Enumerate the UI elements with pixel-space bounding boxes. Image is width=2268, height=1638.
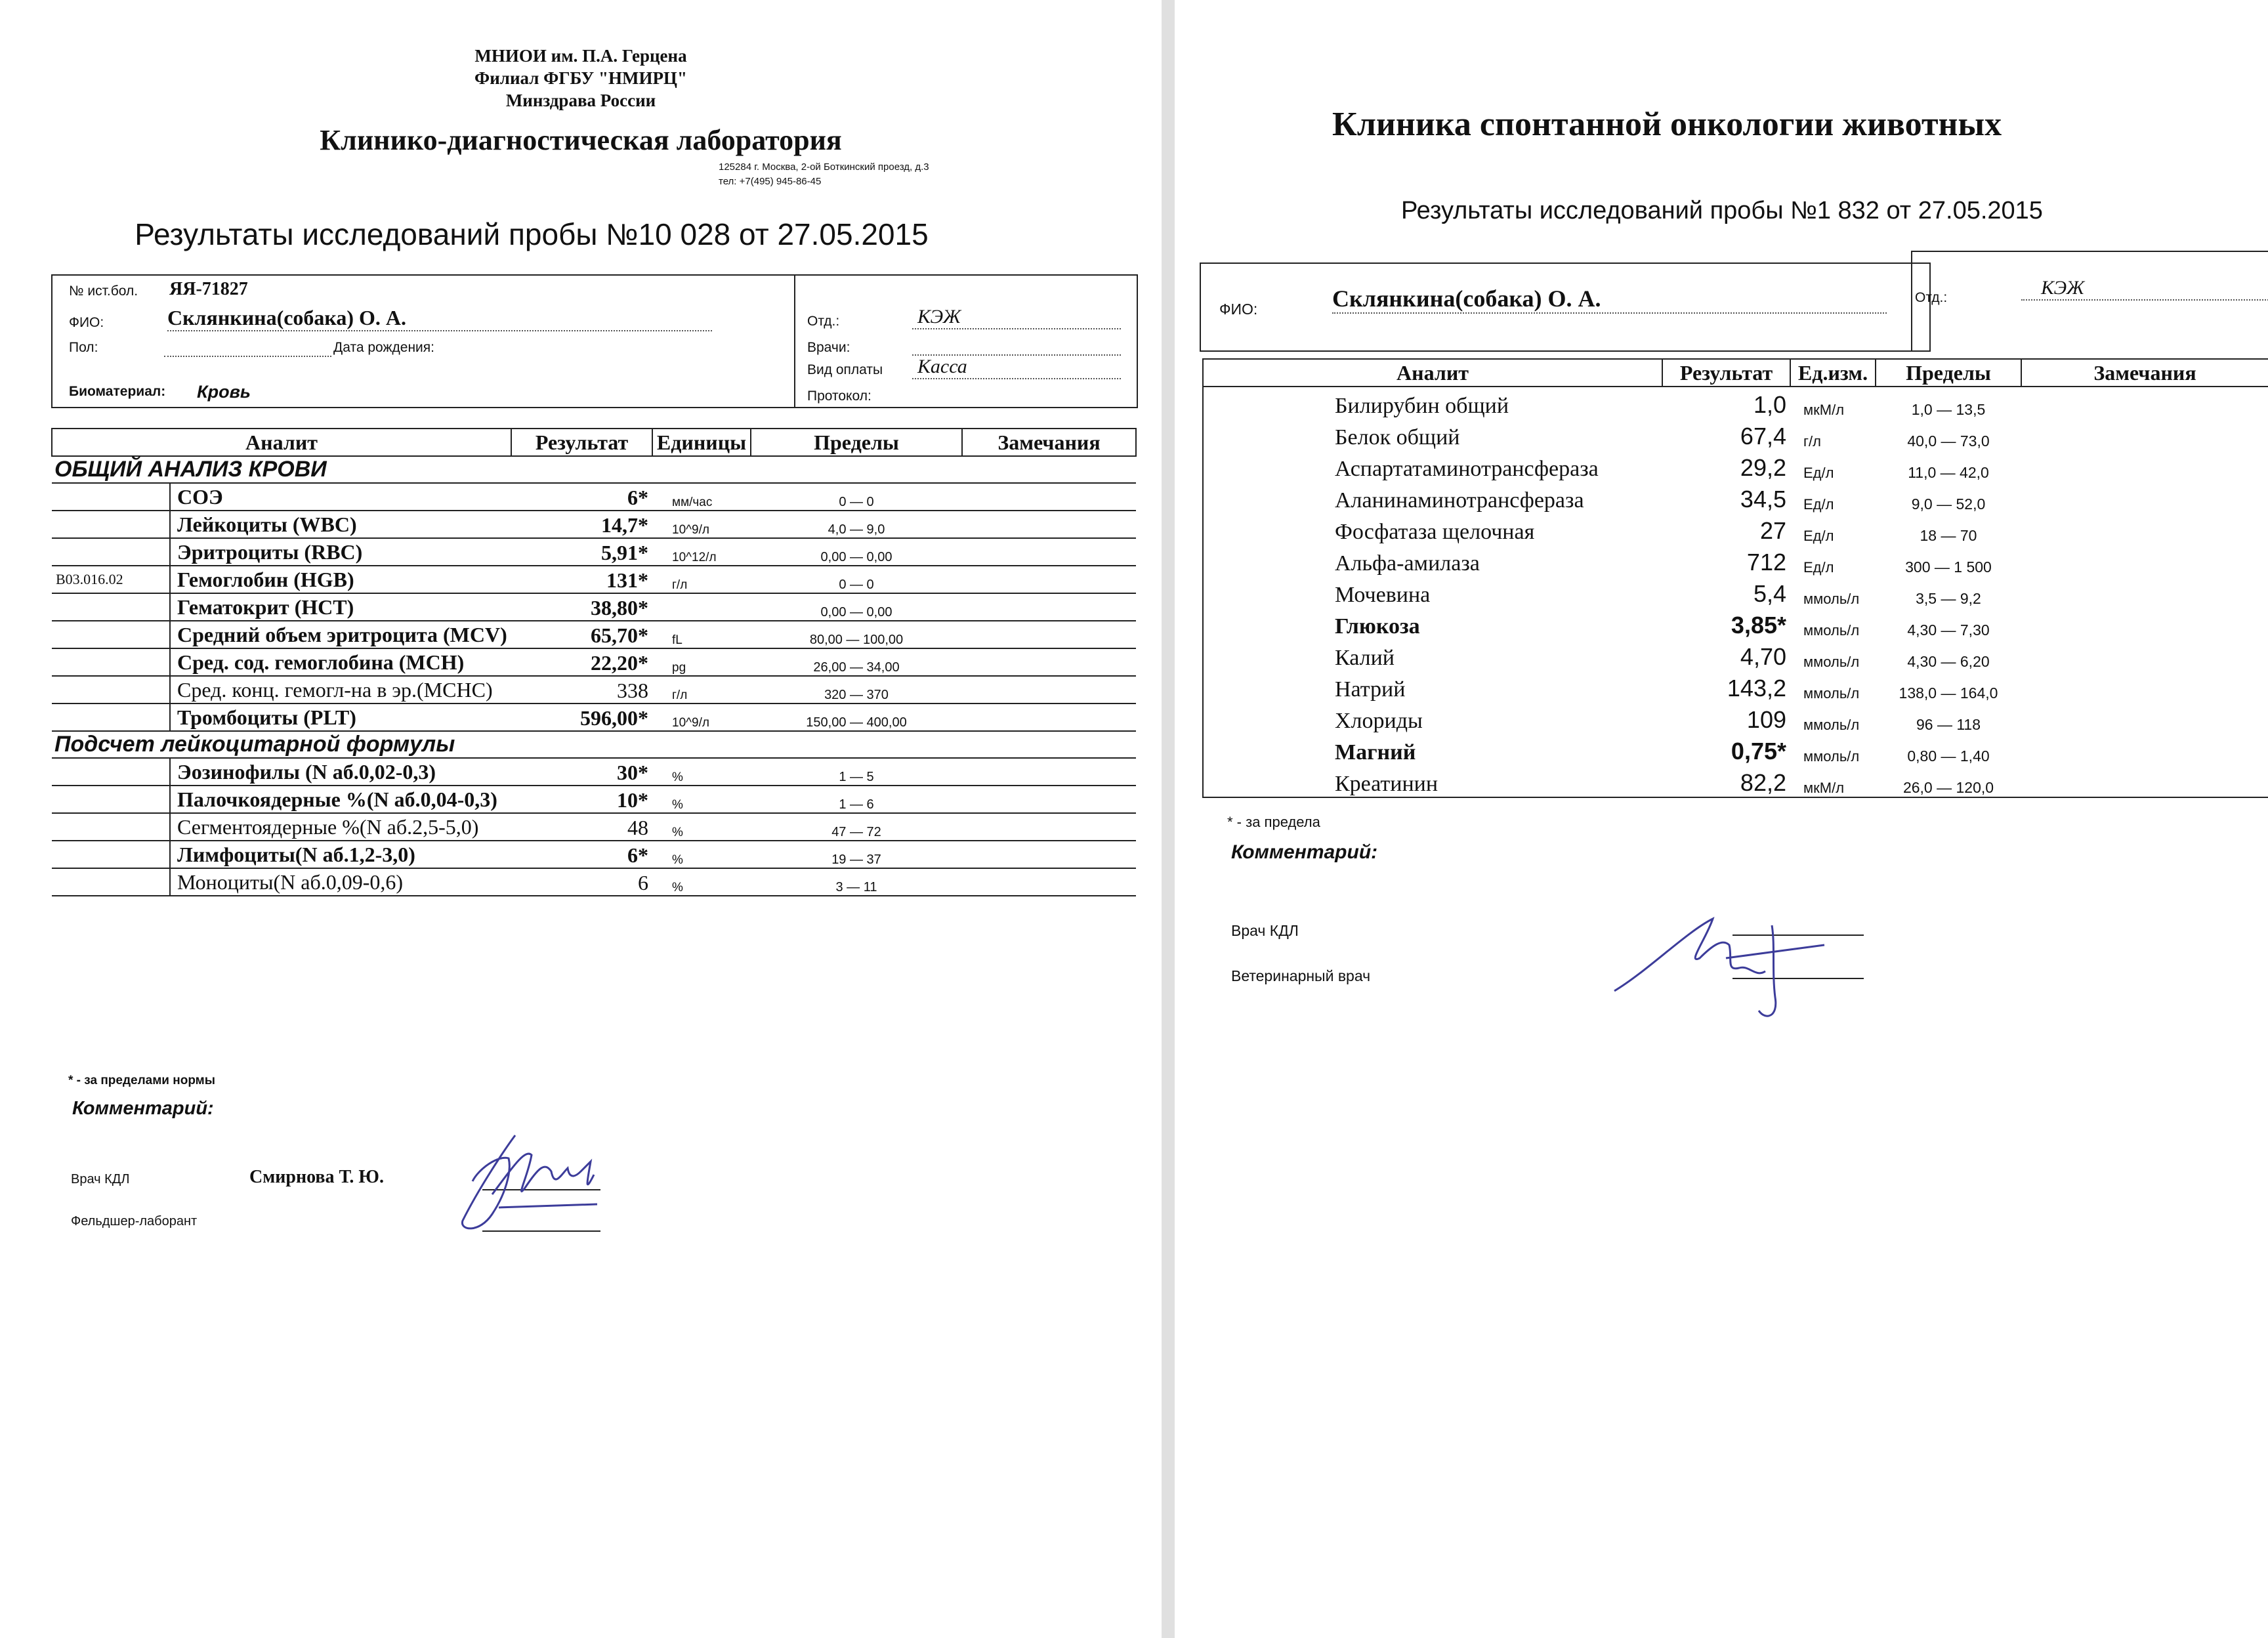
lab-name: Клинико-диагностическая лаборатория (320, 124, 842, 156)
birth-label: Дата рождения: (333, 340, 434, 355)
result-value: 14,7* (601, 513, 648, 537)
remarks-value (2021, 545, 2268, 576)
limits-value: 47 — 72 (831, 825, 881, 839)
analyte-code (52, 758, 170, 786)
limits-value: 19 — 37 (831, 852, 881, 867)
limits-value: 18 — 70 (1920, 527, 1977, 544)
unit-value: мкМ/л (1803, 402, 1845, 418)
result-value: 82,2 (1740, 769, 1786, 796)
limits-value: 0 — 0 (839, 578, 874, 592)
analyte-name: Гемоглобин (HGB) (177, 568, 354, 591)
limits-value: 3,5 — 9,2 (1916, 590, 1981, 607)
limits-value: 320 — 370 (824, 688, 889, 702)
table-row (1203, 765, 2268, 797)
unit-value: ммоль/л (1803, 591, 1860, 607)
analyte-name: Креатинин (1335, 772, 1438, 796)
unit-value: fL (672, 633, 682, 647)
bio-value: Кровь (197, 382, 251, 402)
analyte-code (52, 483, 170, 511)
unit-value: % (672, 853, 683, 867)
col-units: Единицы (652, 429, 751, 456)
remarks-value (962, 676, 1136, 704)
hist-label: № ист.бол. (69, 284, 138, 299)
limits-value: 138,0 — 164,0 (1899, 684, 1998, 702)
analyte-name: Аланинаминотрансфераза (1335, 488, 1584, 513)
remarks-value (962, 868, 1136, 896)
unit-value: г/л (672, 578, 688, 592)
analyte-name: Сред. конц. гемогл-на в эр.(MCHC) (177, 678, 493, 702)
limits-value: 0 — 0 (839, 495, 874, 509)
unit-value: % (672, 770, 683, 784)
fio-label: ФИО: (69, 315, 104, 330)
analyte-name: Натрий (1335, 677, 1406, 702)
unit-value: г/л (672, 688, 688, 702)
dept-value: КЭЖ (912, 306, 1121, 329)
right-dept-label: Отд.: (1915, 290, 1948, 305)
result-value: 5,4 (1753, 580, 1786, 607)
col-remarks: Замечания (962, 429, 1136, 456)
table-row (1203, 419, 2268, 450)
unit-value: 10^9/л (672, 716, 709, 730)
remarks-value (962, 841, 1136, 868)
remarks-value (2021, 702, 2268, 734)
analyte-name: Калий (1335, 646, 1395, 670)
limits-value: 9,0 — 52,0 (1911, 495, 1986, 513)
analyte-name: Фосфатаза щелочная (1335, 520, 1535, 544)
analyte-name: Средний объем эритроцита (MCV) (177, 623, 507, 646)
result-value: 30* (617, 761, 648, 784)
remarks-value (2021, 513, 2268, 545)
limits-value: 1 — 5 (839, 770, 874, 784)
vet-label: Ветеринарный врач (1231, 967, 1371, 984)
remarks-value (2021, 734, 2268, 765)
limits-value: 150,00 — 400,00 (806, 715, 907, 730)
limits-value: 4,0 — 9,0 (828, 522, 885, 537)
limits-value: 4,30 — 6,20 (1907, 653, 1990, 670)
remarks-value (962, 813, 1136, 841)
result-value: 0,75* (1731, 738, 1786, 765)
analyte-code (52, 676, 170, 704)
limits-value: 80,00 — 100,00 (809, 633, 904, 647)
remarks-value (962, 786, 1136, 813)
section-cbc-title: ОБЩИЙ АНАЛИЗ КРОВИ (52, 456, 1136, 483)
remarks-value (962, 593, 1136, 621)
right-fio-label: ФИО: (1219, 301, 1258, 318)
result-value: 5,91* (601, 541, 648, 564)
table-row (1203, 387, 2268, 419)
analyte-name: Билирубин общий (1335, 394, 1509, 418)
org-line-3: Минздрава России (505, 91, 656, 110)
remarks-value (962, 483, 1136, 511)
analyte-name: Сегментоядерные %(N аб.2,5-5,0) (177, 815, 479, 839)
table-row (52, 758, 1136, 786)
analyte-name: Мочевина (1335, 583, 1431, 607)
result-value: 65,70* (591, 623, 648, 647)
col-result: Результат (511, 429, 652, 456)
analyte-name: Тромбоциты (PLT) (177, 705, 356, 729)
analyte-code (52, 538, 170, 566)
result-value: 3,85* (1731, 612, 1786, 639)
result-value: 109 (1746, 706, 1786, 733)
table-row (52, 676, 1136, 704)
analyte-code (52, 511, 170, 538)
analyte-code (52, 868, 170, 896)
result-value: 712 (1746, 549, 1786, 576)
analyte-code (52, 648, 170, 676)
analyte-name: Палочкоядерные %(N аб.0,04-0,3) (177, 788, 497, 811)
unit-value: Ед/л (1803, 496, 1834, 513)
unit-value: % (672, 798, 683, 812)
right-dept-box (1911, 251, 2268, 350)
analyte-name: Моноциты(N аб.0,09-0,6) (177, 870, 404, 894)
remarks-value (962, 704, 1136, 731)
r-col-remarks: Замечания (2021, 359, 2268, 387)
table-row (52, 511, 1136, 538)
analyte-name: СОЭ (177, 485, 223, 509)
unit-value: pg (672, 661, 686, 675)
address-line: 125284 г. Москва, 2-ой Боткинский проезд, д.3 (719, 161, 929, 173)
remarks-value (2021, 450, 2268, 482)
table-row (52, 786, 1136, 813)
analyte-name: Аспартатаминотрансфераза (1335, 457, 1599, 481)
unit-value: Ед/л (1803, 559, 1834, 576)
table-row (1203, 513, 2268, 545)
result-value: 131* (606, 568, 648, 592)
unit-value: мкМ/л (1803, 780, 1845, 796)
sex-value (164, 340, 331, 357)
analyte-code (52, 621, 170, 648)
right-report-sheet (1175, 0, 2268, 1638)
limits-value: 3 — 11 (835, 880, 877, 894)
right-signature (1608, 906, 1883, 1037)
unit-value: Ед/л (1803, 465, 1834, 481)
doctors-label: Врачи: (807, 340, 850, 355)
right-fio-value: Склянкина(собака) О. А. (1332, 285, 1887, 314)
table-row (1203, 734, 2268, 765)
table-row (52, 841, 1136, 868)
analyte-code (52, 786, 170, 813)
remarks-value (2021, 608, 2268, 639)
limits-value: 0,80 — 1,40 (1907, 747, 1990, 765)
unit-value: Ед/л (1803, 528, 1834, 544)
analyte-name: Магний (1335, 740, 1416, 765)
analyte-name: Глюкоза (1335, 614, 1420, 639)
result-value: 338 (617, 679, 648, 702)
unit-value: ммоль/л (1803, 685, 1860, 702)
table-row (1203, 576, 2268, 608)
left-footnote: * - за пределами нормы (68, 1074, 215, 1087)
limits-value: 1,0 — 13,5 (1911, 401, 1986, 418)
remarks-value (962, 538, 1136, 566)
limits-value: 26,00 — 34,00 (813, 660, 900, 675)
analyte-code (52, 704, 170, 731)
table-row (52, 813, 1136, 841)
table-row (52, 566, 1136, 593)
remarks-value (2021, 387, 2268, 419)
result-value: 27 (1759, 517, 1786, 544)
analyte-name: Эритроциты (RBC) (177, 540, 363, 564)
fio-value: Склянкина(собака) О. А. (167, 306, 712, 331)
analyte-name: Белок общий (1335, 425, 1460, 450)
limits-value: 300 — 1 500 (1905, 558, 1992, 576)
page-fold (1162, 0, 1175, 1638)
doctors-value (912, 339, 1121, 356)
unit-value: 10^9/л (672, 523, 709, 537)
table-row (1203, 545, 2268, 576)
biochem-table (1202, 358, 2268, 798)
result-value: 48 (627, 816, 648, 839)
remarks-value (2021, 419, 2268, 450)
left-doctor-label: Врач КДЛ (71, 1172, 130, 1186)
unit-value: мм/час (672, 495, 713, 509)
r-col-limits: Пределы (1876, 359, 2021, 387)
assistant-label: Фельдшер-лаборант (71, 1214, 198, 1228)
pay-value: Касса (912, 356, 1121, 379)
protocol-label: Протокол: (807, 388, 872, 404)
result-value: 6* (627, 843, 648, 867)
table-row (52, 621, 1136, 648)
result-value: 67,4 (1740, 423, 1786, 450)
limits-value: 11,0 — 42,0 (1908, 464, 1989, 481)
unit-value: ммоль/л (1803, 717, 1860, 733)
table-row (52, 483, 1136, 511)
result-value: 34,5 (1740, 486, 1786, 513)
table-row (52, 868, 1136, 896)
col-limits: Пределы (751, 429, 962, 456)
analyte-name: Хлориды (1335, 709, 1423, 733)
right-comment-label: Комментарий: (1231, 841, 1378, 863)
cbc-table (51, 428, 1137, 896)
col-analyte: Аналит (52, 429, 511, 456)
limits-value: 1 — 6 (839, 797, 874, 812)
org-line-2: Филиал ФГБУ "НМИРЦ" (474, 68, 687, 88)
result-value: 29,2 (1740, 454, 1786, 481)
analyte-name: Гематокрит (HCT) (177, 595, 354, 619)
section-leukocyte-title: Подсчет лейкоцитарной формулы (52, 731, 1136, 758)
left-title: Результаты исследований пробы №10 028 от 27.05.2015 (135, 217, 929, 251)
unit-value: ммоль/л (1803, 654, 1860, 670)
remarks-value (2021, 765, 2268, 797)
right-footnote: * - за предела (1227, 814, 1320, 830)
remarks-value (962, 621, 1136, 648)
bio-label: Биоматериал: (69, 384, 166, 399)
limits-value: 0,00 — 0,00 (820, 550, 892, 564)
right-doctor-label: Врач КДЛ (1231, 922, 1299, 939)
clinic-name: Клиника спонтанной онкологии животных (1332, 106, 2002, 143)
table-row (52, 538, 1136, 566)
org-line-1: МНИОИ им. П.А. Герцена (474, 46, 687, 66)
analyte-code (52, 813, 170, 841)
remarks-value (962, 648, 1136, 676)
result-value: 6 (638, 871, 648, 894)
analyte-name: Эозинофилы (N аб.0,02-0,3) (177, 760, 436, 784)
result-value: 6* (627, 486, 648, 509)
unit-value: 10^12/л (672, 551, 717, 564)
analyte-name: Лейкоциты (WBC) (177, 513, 357, 536)
analyte-code (52, 593, 170, 621)
result-value: 38,80* (591, 596, 648, 620)
limits-value: 96 — 118 (1916, 716, 1981, 733)
pay-label: Вид оплаты (807, 362, 883, 377)
result-value: 596,00* (580, 706, 648, 730)
unit-value (652, 593, 751, 621)
left-comment-label: Комментарий: (72, 1098, 214, 1119)
left-signature (453, 1109, 617, 1240)
r-col-units: Ед.изм. (1790, 359, 1876, 387)
result-value: 143,2 (1727, 675, 1786, 702)
analyte-name: Альфа-амилаза (1335, 551, 1480, 576)
analyte-name: Лимфоциты(N аб.1,2-3,0) (177, 843, 415, 866)
table-row (1203, 450, 2268, 482)
r-col-analyte: Аналит (1203, 359, 1662, 387)
result-value: 22,20* (591, 651, 648, 675)
table-row (1203, 639, 2268, 671)
table-row (1203, 702, 2268, 734)
remarks-value (2021, 576, 2268, 608)
hist-value: ЯЯ-71827 (169, 279, 248, 299)
unit-value: % (672, 826, 683, 839)
right-dept-value: КЭЖ (2021, 277, 2268, 301)
table-row (1203, 482, 2268, 513)
unit-value: г/л (1803, 433, 1821, 450)
right-title: Результаты исследований пробы №1 832 от 27.05.2015 (1401, 197, 2043, 224)
phone-line: тел: +7(495) 945-86-45 (719, 176, 822, 187)
dept-label: Отд.: (807, 314, 840, 329)
sex-label: Пол: (69, 340, 98, 355)
remarks-value (962, 511, 1136, 538)
remarks-value (2021, 639, 2268, 671)
table-row (52, 648, 1136, 676)
analyte-code: B03.016.02 (52, 566, 170, 593)
limits-value: 4,30 — 7,30 (1907, 621, 1990, 639)
table-row (1203, 608, 2268, 639)
remarks-value (962, 566, 1136, 593)
result-value: 1,0 (1753, 391, 1786, 418)
limits-value: 0,00 — 0,00 (820, 605, 892, 620)
unit-value: % (672, 881, 683, 894)
analyte-code (52, 841, 170, 868)
limits-value: 40,0 — 73,0 (1907, 432, 1990, 450)
table-row (52, 593, 1136, 621)
result-value: 10* (617, 788, 648, 812)
remarks-value (2021, 671, 2268, 702)
unit-value: ммоль/л (1803, 748, 1860, 765)
unit-value: ммоль/л (1803, 622, 1860, 639)
r-col-result: Результат (1662, 359, 1790, 387)
table-row (52, 704, 1136, 731)
result-value: 4,70 (1740, 643, 1786, 670)
remarks-value (2021, 482, 2268, 513)
limits-value: 26,0 — 120,0 (1902, 779, 1994, 796)
table-row (1203, 671, 2268, 702)
remarks-value (962, 758, 1136, 786)
left-doctor-name: Смирнова Т. Ю. (249, 1167, 384, 1187)
analyte-name: Сред. сод. гемоглобина (MCH) (177, 650, 465, 674)
